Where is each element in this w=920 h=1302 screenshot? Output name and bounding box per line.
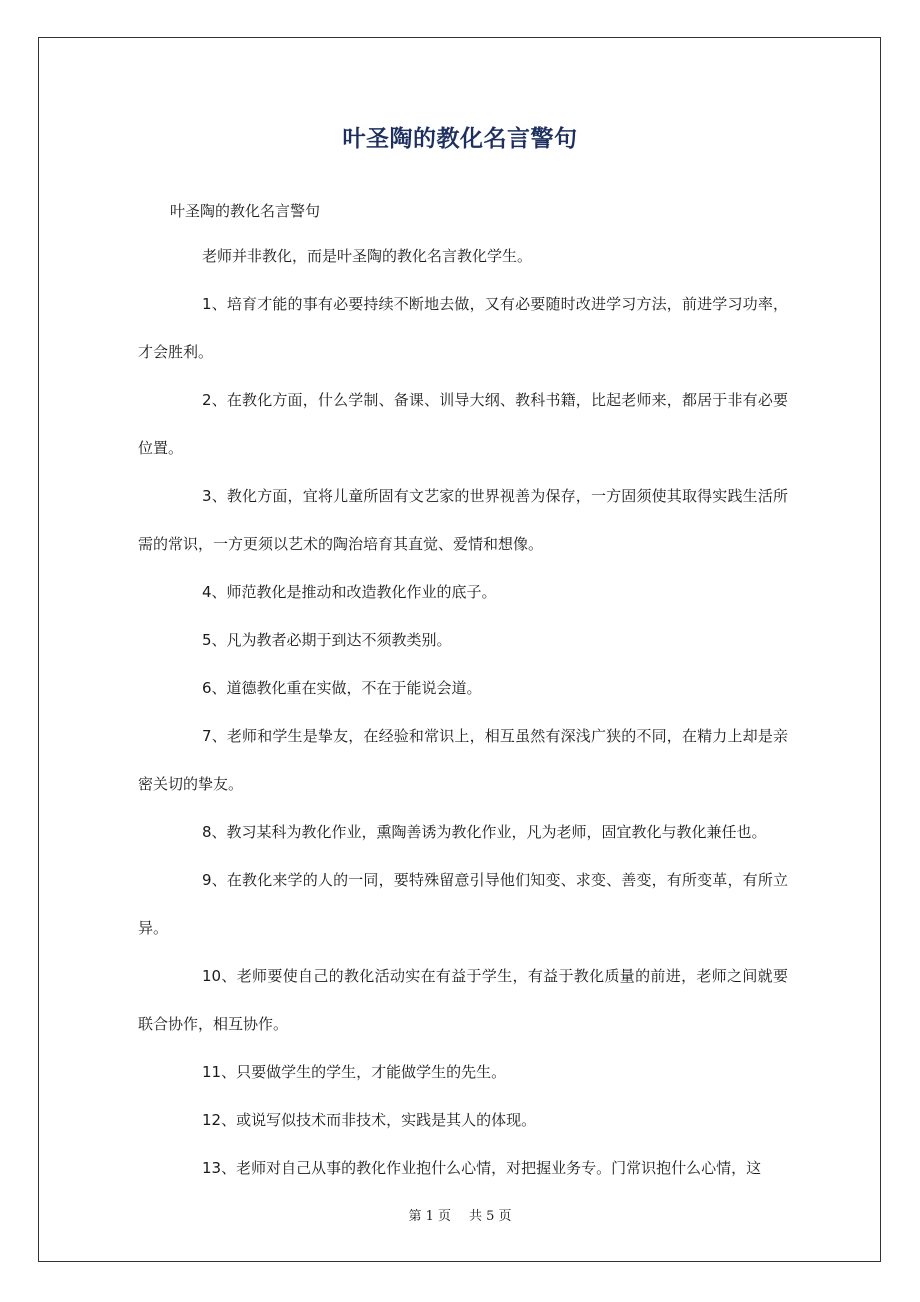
quote-3: 3、教化方面，宜将儿童所固有文艺家的世界视善为保存，一方固须使其取得实践生活所需的常识，一方更须以艺术的陶治培育其直觉、爱情和想像。 <box>138 487 788 553</box>
paragraph-intro: 老师并非教化，而是叶圣陶的教化名言教化学生。 <box>202 247 533 265</box>
quote-7: 7、老师和学生是挚友，在经验和常识上，相互虽然有深浅广狭的不同，在精力上却是亲密关切的挚友。 <box>138 727 788 793</box>
document-subtitle: 叶圣陶的教化名言警句 <box>170 202 321 220</box>
document-body <box>138 190 788 1192</box>
quote-12: 12、或说写似技术而非技术，实践是其人的体现。 <box>202 1111 537 1129</box>
quote-11: 11、只要做学生的学生，才能做学生的先生。 <box>202 1063 507 1081</box>
document-title: 叶圣陶的教化名言警句 <box>342 126 578 152</box>
quote-5: 5、凡为教者必期于到达不须教类别。 <box>202 631 452 649</box>
quote-1: 1、培育才能的事有必要持续不断地去做，又有必要随时改进学习方法，前进学习功率，才会胜利。 <box>138 295 788 361</box>
quote-6: 6、道德教化重在实做，不在于能说会道。 <box>202 679 482 697</box>
quote-10: 10、老师要使自己的教化活动实在有益于学生，有益于教化质量的前进，老师之间就要联合协作，相互协作。 <box>138 967 788 1033</box>
quote-2: 2、在教化方面，什么学制、备课、训导大纲、教科书籍，比起老师来，都居于非有必要位置。 <box>138 391 788 457</box>
page-total: 共 5 页 <box>469 1209 512 1224</box>
page-footer <box>0 1205 920 1224</box>
quote-4: 4、师范教化是推动和改造教化作业的底子。 <box>202 583 497 601</box>
page-number: 第 1 页 <box>408 1209 451 1224</box>
quote-8: 8、教习某科为教化作业，熏陶善诱为教化作业，凡为老师，固宜教化与教化兼任也。 <box>202 823 767 841</box>
quote-9: 9、在教化来学的人的一同，要特殊留意引导他们知变、求变、善变，有所变革，有所立异。 <box>138 871 788 937</box>
quote-13: 13、老师对自己从事的教化作业抱什么心情，对把握业务专。门常识抱什么心情，这 <box>202 1159 762 1177</box>
